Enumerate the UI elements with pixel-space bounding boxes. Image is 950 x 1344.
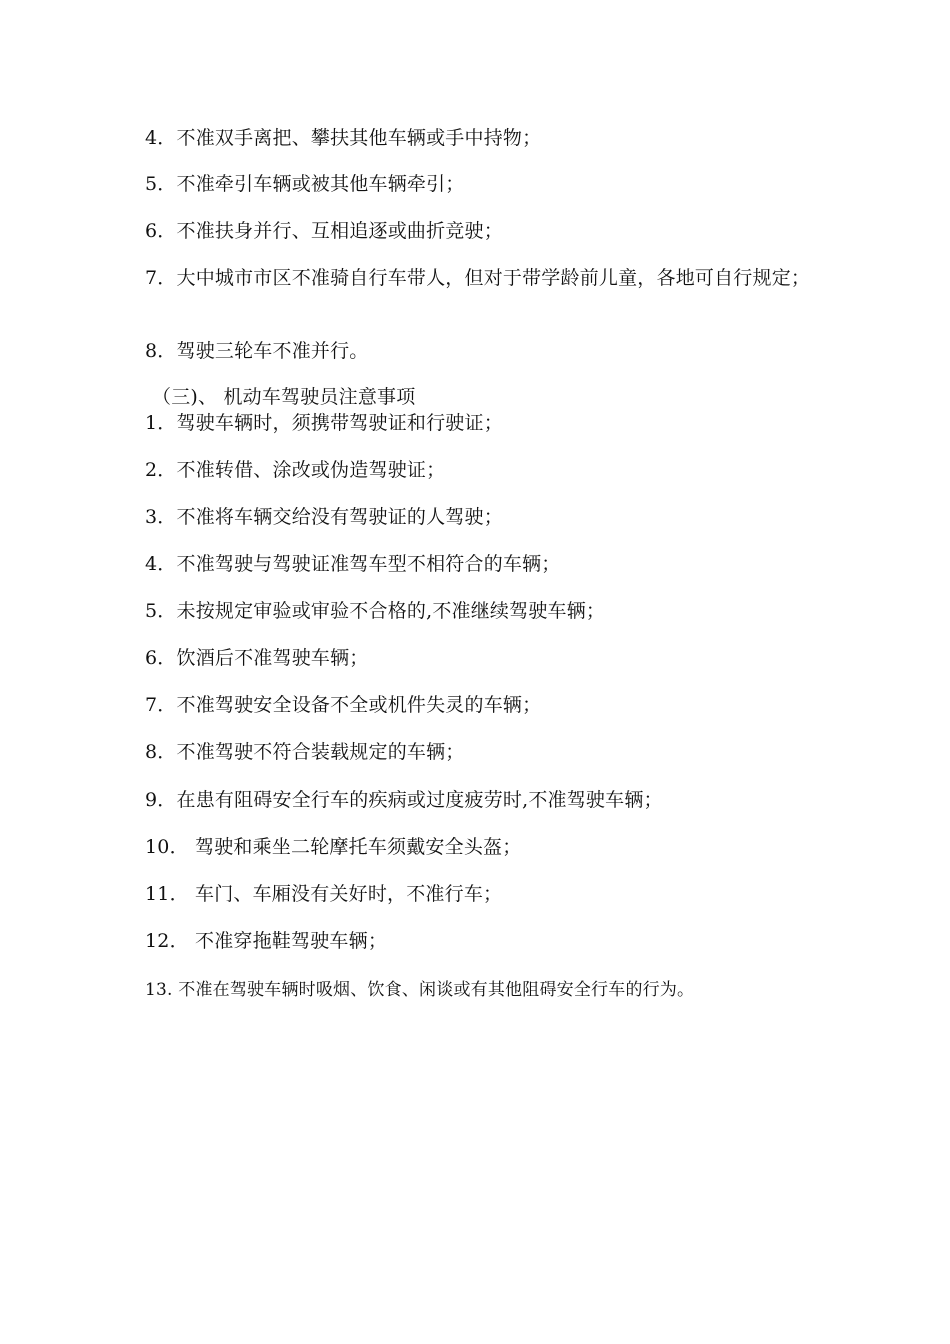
rule-item: 6．不准扶身并行、互相追逐或曲折竞驶； bbox=[145, 220, 503, 242]
rule-item: 10． 驾驶和乘坐二轮摩托车须戴安全头盔； bbox=[145, 836, 522, 858]
rule-item: 8．驾驶三轮车不准并行。 bbox=[145, 340, 369, 362]
rule-item: 4．不准驾驶与驾驶证准驾车型不相符合的车辆； bbox=[145, 553, 561, 575]
rule-item: 2．不准转借、涂改或伪造驾驶证； bbox=[145, 459, 446, 481]
section-heading: （三)、 机动车驾驶员注意事项 bbox=[152, 386, 416, 408]
rule-item: 7．大中城市市区不准骑自行车带人，但对于带学龄前儿童，各地可自行规定； bbox=[145, 267, 811, 289]
rule-item: 13. 不准在驾驶车辆时吸烟、饮食、闲谈或有其他阻碍安全行车的行为。 bbox=[145, 980, 695, 1000]
rule-item: 5．不准牵引车辆或被其他车辆牵引； bbox=[145, 173, 465, 195]
rule-item: 9．在患有阻碍安全行车的疾病或过度疲劳时,不准驾驶车辆； bbox=[145, 789, 663, 811]
rule-item: 4．不准双手离把、攀扶其他车辆或手中持物； bbox=[145, 127, 542, 149]
rule-item: 1．驾驶车辆时，须携带驾驶证和行驶证； bbox=[145, 412, 503, 434]
rule-item: 8．不准驾驶不符合装载规定的车辆； bbox=[145, 741, 465, 763]
rule-item: 7．不准驾驶安全设备不全或机件失灵的车辆； bbox=[145, 694, 542, 716]
rule-item: 6．饮酒后不准驾驶车辆； bbox=[145, 647, 369, 669]
rule-item: 12． 不准穿拖鞋驾驶车辆； bbox=[145, 930, 388, 952]
rule-item: 3．不准将车辆交给没有驾驶证的人驾驶； bbox=[145, 506, 503, 528]
rule-item: 11． 车门、车厢没有关好时，不准行车； bbox=[145, 883, 503, 905]
rule-item: 5．未按规定审验或审验不合格的,不准继续驾驶车辆； bbox=[145, 600, 606, 622]
